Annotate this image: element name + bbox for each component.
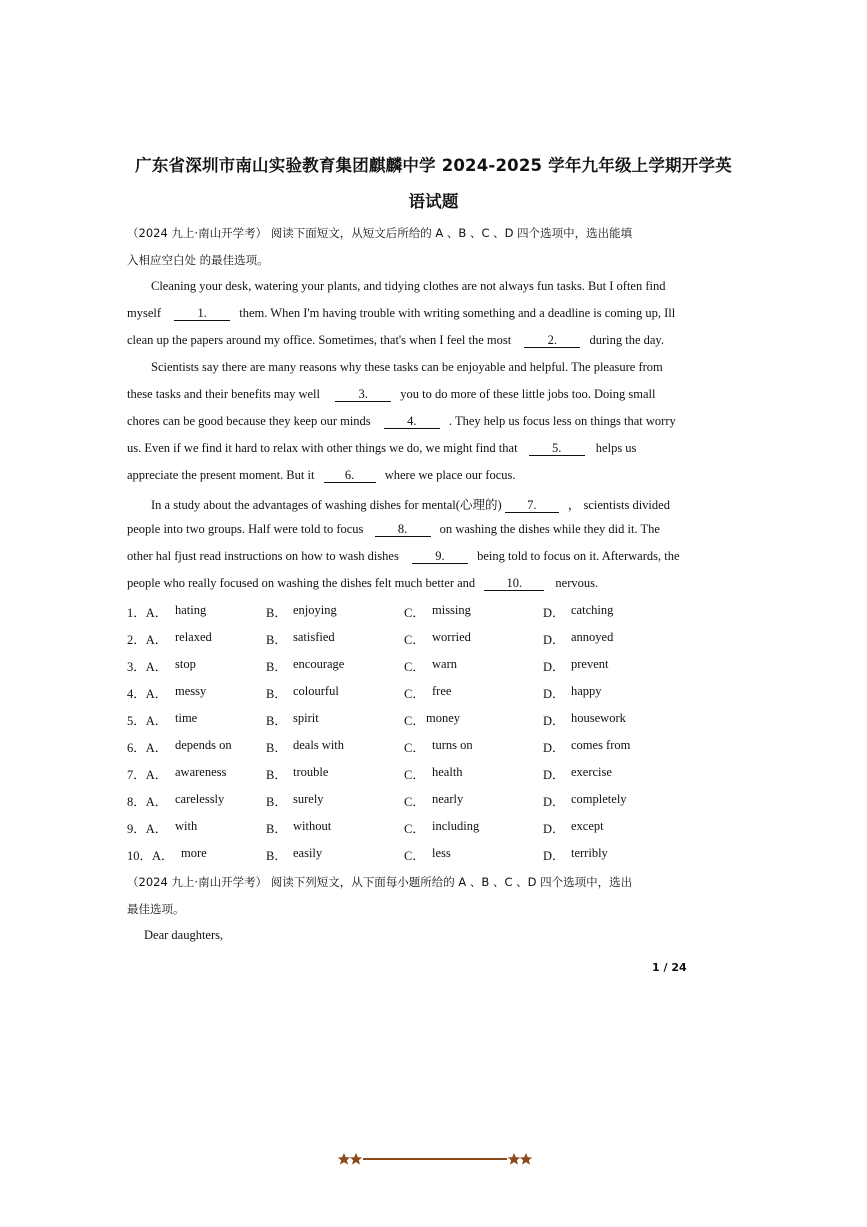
option-d: annoyed [571,630,614,644]
option-b-label: B． [266,660,287,674]
option-c: money [426,711,461,725]
passage-line [151,495,711,513]
option-b: easily [293,846,323,860]
section-2-instruction-line-1: （2024 九上·南山开学考） 阅读下列短文，从下面每小题所给的 A 、B 、C 、D 四个选项中，选出 [127,875,633,889]
passage-line [127,414,687,429]
option-c: missing [432,603,471,617]
passage-text: helps us [595,441,637,455]
option-d: catching [571,603,614,617]
blank-10: 10. [484,577,544,591]
passage-text: nervous. [555,576,599,590]
question-number: 6．A． [127,741,168,755]
option-b: spirit [293,711,319,725]
option-d-label: D． [543,795,565,809]
passage-text: clean up the papers around my office. Sometimes, that's when I feel the most [127,333,512,347]
option-d-label: D． [543,822,565,836]
option-d: comes from [571,738,631,752]
passage-text: chores can be good because they keep our minds [127,414,371,428]
passage-text: appreciate the present moment. But it [127,468,315,482]
option-b-label: B． [266,606,287,620]
option-d: prevent [571,657,609,671]
question-number: 7．A． [127,768,168,782]
option-c-label: C． [404,822,425,836]
option-b-label: B． [266,822,287,836]
option-b-label: B． [266,768,287,782]
option-a: depends on [175,738,232,752]
blank-5: 5. [529,442,585,456]
option-d-label: D． [543,660,565,674]
option-a: hating [175,603,207,617]
option-c-label: C． [404,606,425,620]
passage-text: other hal fjust read instructions on how to wash dishes [127,549,399,563]
option-d: completely [571,792,627,806]
passage-line [127,522,687,537]
option-c: less [432,846,451,860]
passage-line [127,576,687,591]
option-a: stop [175,657,196,671]
option-c: worried [432,630,471,644]
passage-text: being told to focus on it. Afterwards, the [477,549,680,563]
passage-line: Cleaning your desk, watering your plants, and tidying clothes are not always fun tasks. But I often find [151,279,666,293]
option-c-label: C． [404,687,425,701]
option-a: relaxed [175,630,212,644]
option-b: surely [293,792,324,806]
option-b-label: B． [266,714,287,728]
option-d-label: D． [543,687,565,701]
blank-8: 8. [375,523,431,537]
option-c-label: C． [404,741,425,755]
option-a: awareness [175,765,227,779]
section-1-instruction-line-1: （2024 九上·南山开学考） 阅读下面短文，从短文后所给的 A 、B 、C 、D 四个选项中，选出能填 [127,226,633,240]
option-b-label: B． [266,687,287,701]
option-b: without [293,819,332,833]
blank-9: 9. [412,550,468,564]
passage-text: people into two groups. Half were told to focus [127,522,364,536]
option-a: carelessly [175,792,225,806]
question-number: 10．A． [127,849,174,863]
blank-3: 3. [335,388,391,402]
option-c-label: C． [404,795,425,809]
option-a: with [175,819,198,833]
passage-line [127,333,687,348]
blank-1: 1. [174,307,230,321]
passage-text: ， scientists divided [567,498,670,512]
passage-line [127,468,687,483]
passage-text: on washing the dishes while they did it. The [439,522,660,536]
passage-line: Scientists say there are many reasons why these tasks can be enjoyable and helpful. The pleasure from [151,360,663,374]
option-a: more [181,846,207,860]
passage-line [127,306,687,321]
option-b: deals with [293,738,345,752]
blank-4: 4. [384,415,440,429]
option-c-label: C． [404,714,425,728]
option-a: messy [175,684,207,698]
option-d-label: D． [543,606,565,620]
letter-salutation: Dear daughters, [144,928,224,942]
option-c-label: C． [404,633,425,647]
option-b-label: B． [266,795,287,809]
option-c: including [432,819,480,833]
option-c-label: C． [404,660,425,674]
option-d: housework [571,711,626,725]
option-d-label: D． [543,633,565,647]
passage-text: these tasks and their benefits may well [127,387,320,401]
page-number: 1 / 24 [652,961,687,974]
option-b: encourage [293,657,345,671]
option-d-label: D． [543,741,565,755]
passage-text: In a study about the advantages of washing dishes for mental(心理的) [151,498,502,512]
question-number: 9．A． [127,822,168,836]
option-b-label: B． [266,741,287,755]
option-b-label: B． [266,633,287,647]
blank-7: 7. [505,499,559,513]
question-number: 1．A． [127,606,168,620]
passage-text: where we place our focus. [384,468,516,482]
option-d-label: D． [543,714,565,728]
section-1-instruction-line-2: 入相应空白处 的最佳选项。 [127,253,269,267]
option-c-label: C． [404,768,425,782]
passage-line [127,387,687,402]
option-d-label: D． [543,768,565,782]
option-d-label: D． [543,849,565,863]
option-d: except [571,819,604,833]
question-number: 8．A． [127,795,168,809]
passage-text: us. Even if we find it hard to relax with other things we do, we might find that [127,441,518,455]
option-b-label: B． [266,849,287,863]
document-title-line-2: 语试题 [408,192,459,211]
passage-line [127,441,687,456]
passage-text: you to do more of these little jobs too. Doing small [400,387,656,401]
passage-text: during the day. [589,333,664,347]
option-c: warn [432,657,457,671]
option-c: free [432,684,452,698]
blank-2: 2. [524,334,580,348]
question-number: 2．A． [127,633,168,647]
option-b: satisfied [293,630,335,644]
option-c-label: C． [404,849,425,863]
option-b: enjoying [293,603,337,617]
option-b: trouble [293,765,329,779]
passage-text: . They help us focus less on things that worry [448,414,676,428]
question-number: 3．A． [127,660,168,674]
blank-6: 6. [324,469,376,483]
option-d: terribly [571,846,608,860]
star-divider-icon [337,1151,533,1167]
question-number: 4．A． [127,687,168,701]
option-b: colourful [293,684,339,698]
section-2-instruction-line-2: 最佳选项。 [127,902,185,916]
option-a: time [175,711,198,725]
option-c: health [432,765,463,779]
question-number: 5．A． [127,714,168,728]
option-c: turns on [432,738,473,752]
option-c: nearly [432,792,464,806]
passage-line [127,549,687,564]
passage-text: them. When I'm having trouble with writing something and a deadline is coming up, Ill [239,306,676,320]
option-d: exercise [571,765,612,779]
option-d: happy [571,684,602,698]
passage-text: myself [127,306,162,320]
passage-text: people who really focused on washing the dishes felt much better and [127,576,476,590]
document-title-line-1: 广东省深圳市南山实验教育集团麒麟中学 2024-2025 学年九年级上学期开学英 [135,156,732,175]
